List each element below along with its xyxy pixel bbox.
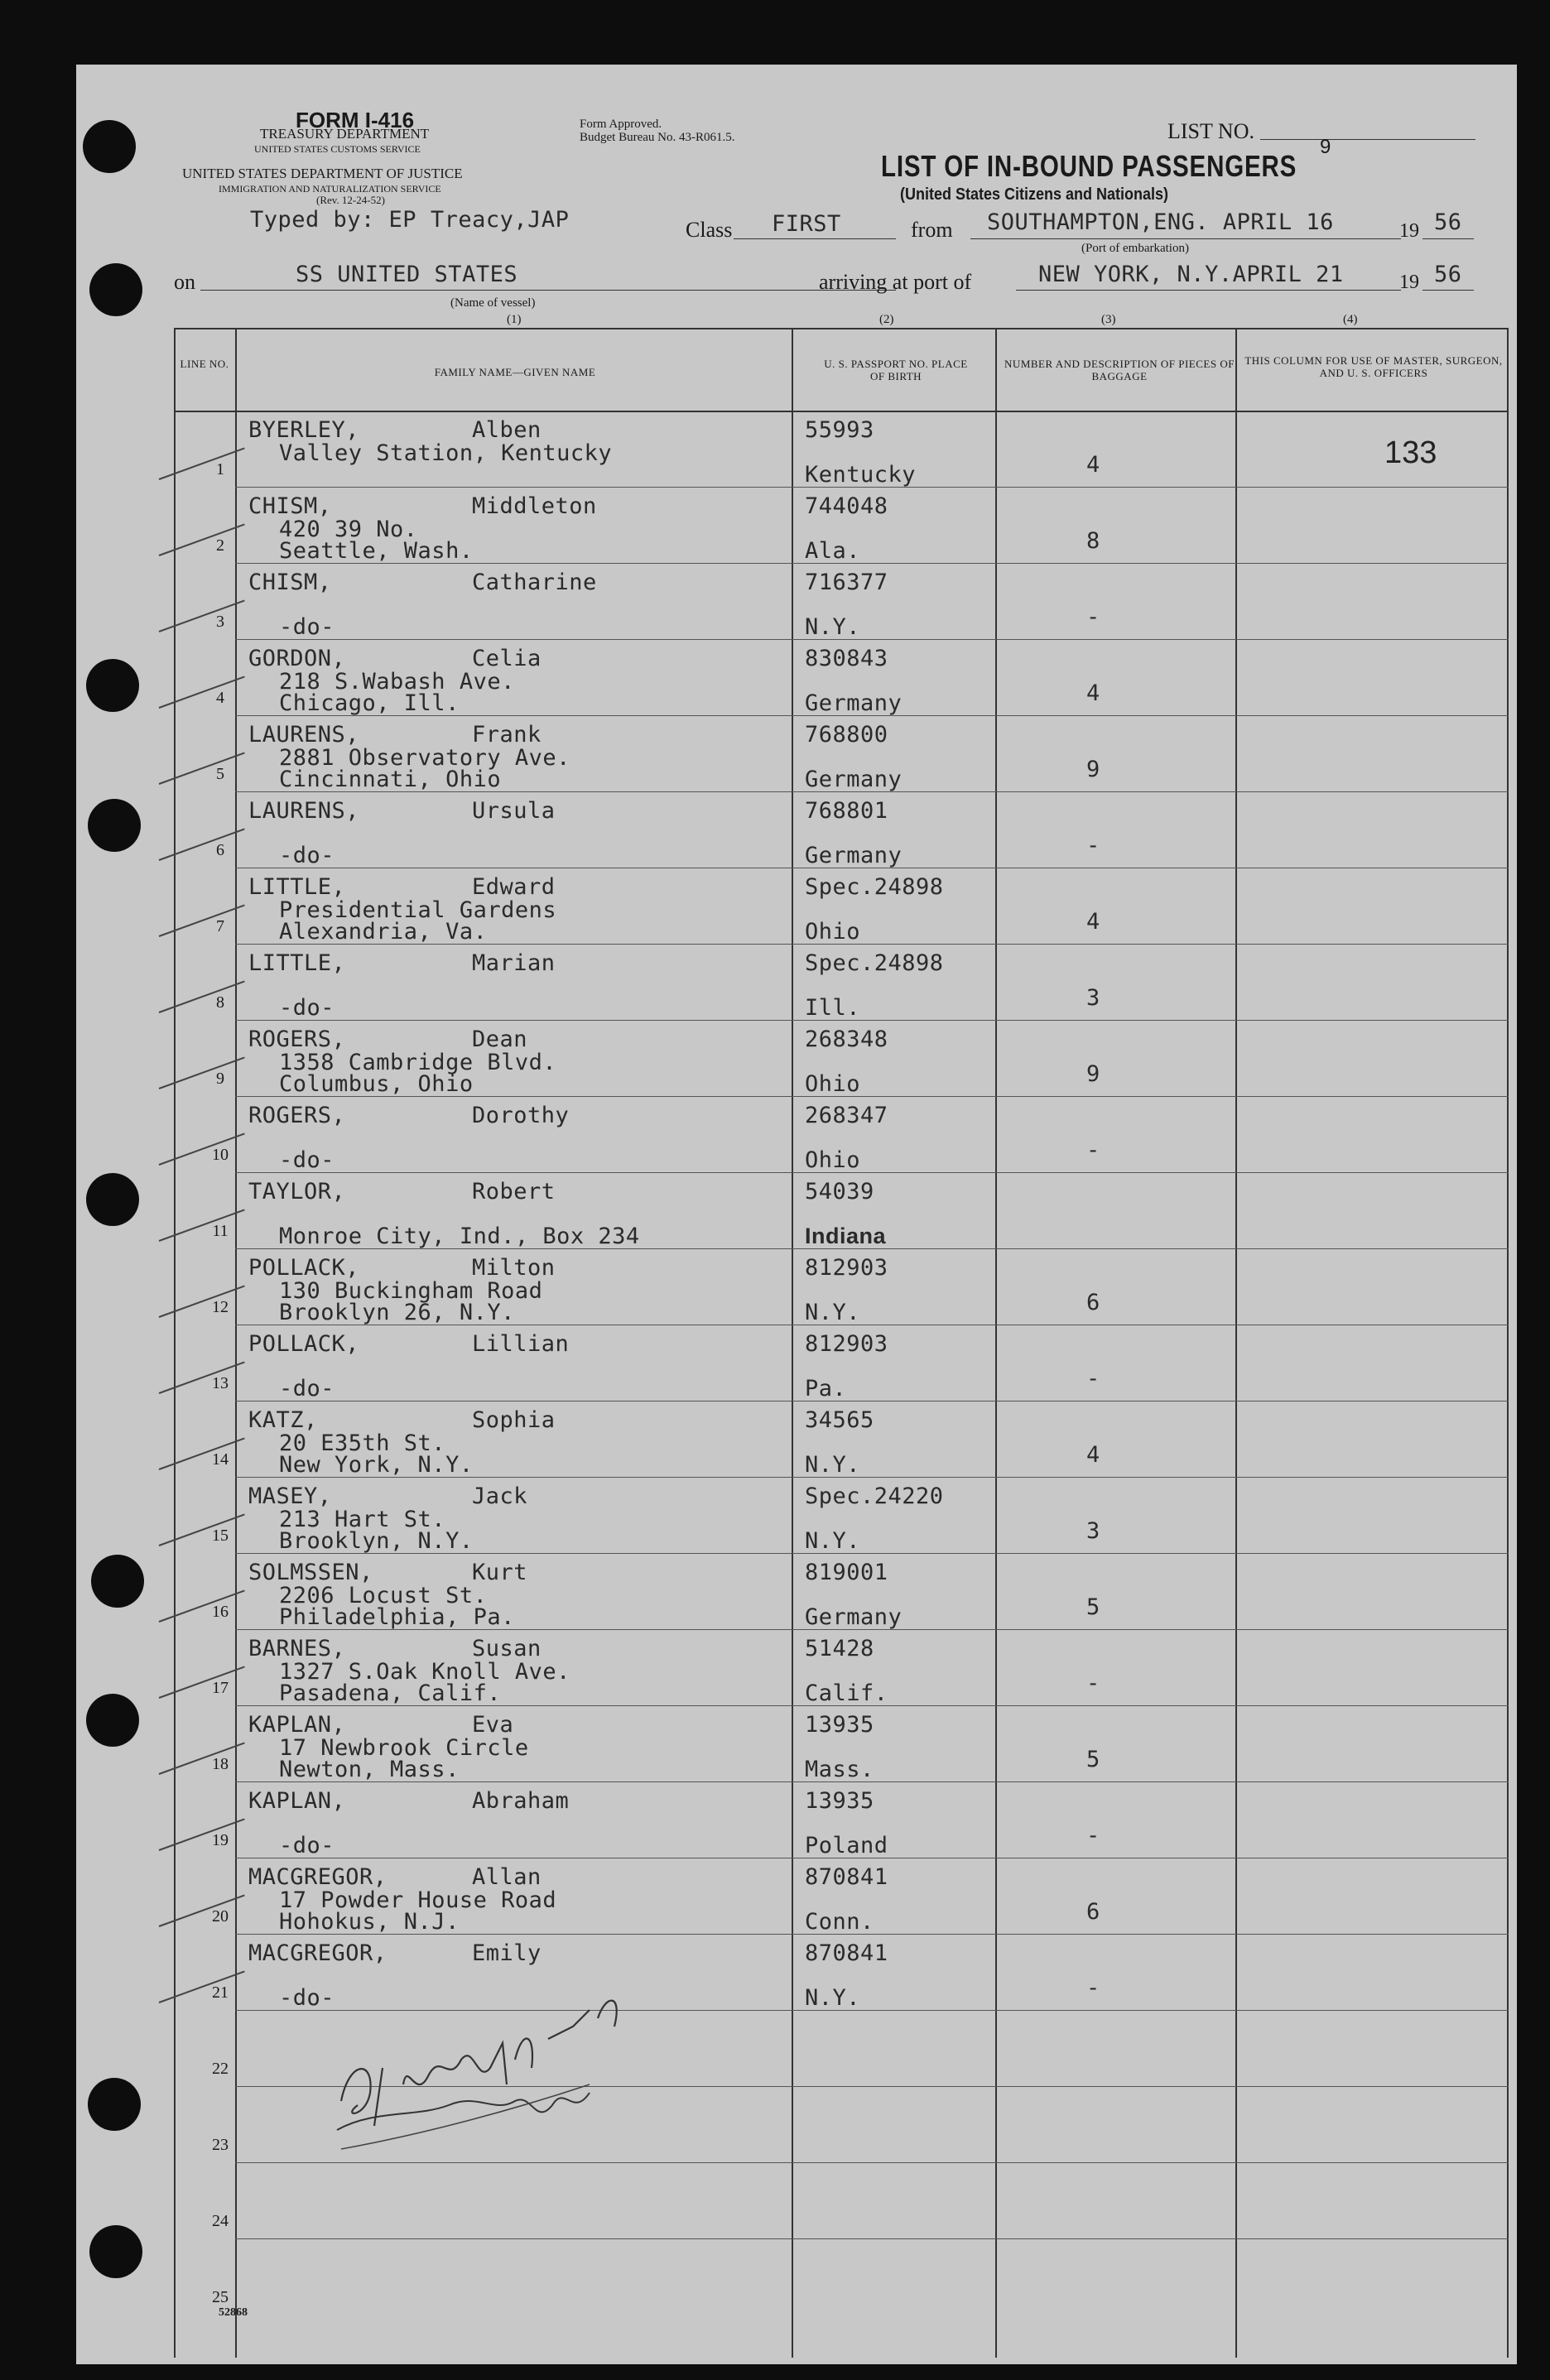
from-year-line (1422, 238, 1474, 239)
list-title: LIST OF IN-BOUND PASSENGERS (881, 149, 1297, 183)
ins-service: IMMIGRATION AND NATURALIZATION SERVICE (219, 183, 441, 195)
address-line-2: Pasadena, Calif. (279, 1680, 502, 1706)
passport-number: 812903 (805, 1255, 888, 1281)
passport-number: 870841 (805, 1864, 888, 1890)
baggage-count: - (1086, 1137, 1100, 1163)
address-line-1: 1358 Cambridge Blvd. (279, 1050, 557, 1075)
address-line-1: 420 39 No. (279, 517, 418, 542)
table-row (76, 1096, 1517, 1172)
table-row (76, 1858, 1517, 1934)
from-value: SOUTHAMPTON,ENG. APRIL 16 (987, 209, 1334, 235)
passport-number: 268348 (805, 1027, 888, 1052)
from-line (970, 238, 1401, 239)
table-row (76, 1629, 1517, 1705)
given-name: Dorothy (472, 1103, 570, 1128)
form-approved: Form Approved. (580, 118, 662, 131)
table-row (76, 1477, 1517, 1553)
form-number: FORM I-416 (296, 108, 415, 132)
punch-hole (83, 120, 136, 173)
line-number: 6 (216, 841, 224, 859)
address-line-1: 130 Buckingham Road (279, 1278, 543, 1304)
line-number: 8 (216, 993, 224, 1012)
header-line-no: LINE NO. (180, 358, 229, 370)
from-year: 56 (1434, 209, 1462, 235)
place-of-birth: N.Y. (805, 1985, 861, 2011)
row-rule (235, 2238, 1509, 2239)
place-of-birth: N.Y. (805, 1528, 861, 1554)
line-number: 2 (216, 536, 224, 555)
list-subtitle: (United States Citizens and Nationals) (900, 185, 1169, 204)
class-label: Class (686, 218, 733, 242)
from-label: from (911, 218, 953, 242)
table-row (76, 1934, 1517, 2010)
header-name: FAMILY NAME—GIVEN NAME (434, 366, 596, 378)
family-name: SOLMSSEN, (248, 1560, 373, 1585)
address-line-1: 17 Newbrook Circle (279, 1735, 529, 1761)
address-line-2: Hohokus, N.J. (279, 1909, 460, 1935)
passport-number: 768801 (805, 798, 888, 824)
baggage-count: 3 (1086, 985, 1100, 1011)
passport-number: 13935 (805, 1788, 874, 1814)
address-line-2: Alexandria, Va. (279, 919, 488, 945)
place-of-birth: N.Y. (805, 614, 861, 640)
family-name: CHISM, (248, 493, 332, 519)
inspector-signature (325, 1960, 705, 2151)
passport-number: 870841 (805, 1940, 888, 1966)
table-row (76, 944, 1517, 1020)
address-line-1: 1327 S.Oak Knoll Ave. (279, 1659, 570, 1685)
line-number: 1 (216, 460, 224, 478)
col1-number: (1) (507, 313, 522, 326)
place-of-birth: Germany (805, 843, 903, 868)
line-number: 18 (212, 1755, 229, 1773)
arrival-year-prefix: 19 (1399, 272, 1419, 293)
table-row (76, 1020, 1517, 1096)
family-name: GORDON, (248, 646, 346, 671)
line-number: 4 (216, 689, 224, 707)
justice-dept: UNITED STATES DEPARTMENT OF JUSTICE (182, 166, 463, 181)
line-number: 17 (212, 1679, 229, 1697)
revision: (Rev. 12-24-52) (316, 194, 385, 206)
baggage-count: 4 (1086, 680, 1100, 706)
punch-hole (86, 1173, 139, 1226)
punch-hole (89, 2225, 142, 2278)
address-line-2: Chicago, Ill. (279, 690, 460, 716)
baggage-count: - (1086, 1671, 1100, 1696)
family-name: MACGREGOR, (248, 1864, 388, 1890)
port-embark-label: (Port of embarkation) (1081, 242, 1189, 255)
baggage-count: 8 (1086, 528, 1100, 554)
family-name: LAURENS, (248, 798, 360, 824)
table-row (76, 791, 1517, 868)
table-row (76, 715, 1517, 791)
baggage-count: 9 (1086, 757, 1100, 782)
baggage-count: 4 (1086, 452, 1100, 478)
address-line-2: -do- (279, 1833, 335, 1858)
family-name: ROGERS, (248, 1027, 346, 1052)
table-row (76, 1248, 1517, 1325)
family-name: KAPLAN, (248, 1712, 346, 1738)
passport-number: 55993 (805, 417, 874, 443)
vessel-line (200, 290, 896, 291)
place-of-birth: Ohio (805, 919, 861, 945)
given-name: Frank (472, 722, 542, 748)
family-name: LITTLE, (248, 874, 346, 900)
address-line-2: -do- (279, 1376, 335, 1402)
family-name: LITTLE, (248, 950, 346, 976)
place-of-birth: Mass. (805, 1757, 874, 1782)
given-name: Abraham (472, 1788, 570, 1814)
family-name: POLLACK, (248, 1331, 360, 1357)
class-value: FIRST (772, 211, 841, 237)
place-of-birth: N.Y. (805, 1300, 861, 1325)
place-of-birth: Calif. (805, 1680, 888, 1706)
address-line-2: Cincinnati, Ohio (279, 767, 502, 792)
line-number: 20 (212, 1907, 229, 1926)
place-of-birth: Germany (805, 767, 903, 792)
class-line (734, 238, 896, 239)
col2-number: (2) (879, 313, 894, 326)
address-line-2: Monroe City, Ind., Box 234 (279, 1224, 640, 1249)
baggage-count: - (1086, 604, 1100, 630)
given-name: Celia (472, 646, 542, 671)
given-name: Susan (472, 1636, 542, 1661)
table-row (76, 1325, 1517, 1401)
address-line-2: Newton, Mass. (279, 1757, 460, 1782)
line-number: 16 (212, 1603, 229, 1621)
family-name: MACGREGOR, (248, 1940, 388, 1966)
address-line-2: Seattle, Wash. (279, 538, 474, 564)
place-of-birth: N.Y. (805, 1452, 861, 1478)
treasury-dept: TREASURY DEPARTMENT (260, 126, 430, 142)
line-number: 24 (212, 2212, 229, 2230)
baggage-count: 4 (1086, 1442, 1100, 1468)
address-line-2: -do- (279, 843, 335, 868)
budget-bureau: Budget Bureau No. 43-R061.5. (580, 131, 735, 144)
passport-number: 268347 (805, 1103, 888, 1128)
punch-hole (88, 799, 141, 852)
family-name: BARNES, (248, 1636, 346, 1661)
officer-note: 133 (1384, 435, 1437, 470)
passport-number: 13935 (805, 1712, 874, 1738)
passport-number: 768800 (805, 722, 888, 748)
given-name: Jack (472, 1483, 528, 1509)
baggage-count: 9 (1086, 1061, 1100, 1087)
place-of-birth: Ohio (805, 1147, 861, 1173)
family-name: MASEY, (248, 1483, 332, 1509)
baggage-count: 5 (1086, 1747, 1100, 1772)
place-of-birth: Poland (805, 1833, 888, 1858)
manifest-sheet (76, 65, 1517, 2364)
family-name: LAURENS, (248, 722, 360, 748)
given-name: Edward (472, 874, 556, 900)
address-line-1: Presidential Gardens (279, 897, 557, 923)
place-of-birth: Pa. (805, 1376, 847, 1402)
arrival-line (1016, 290, 1401, 291)
line-number: 7 (216, 917, 224, 935)
line-number: 13 (212, 1374, 229, 1392)
baggage-count: - (1086, 1823, 1100, 1849)
given-name: Dean (472, 1027, 528, 1052)
passport-number: 812903 (805, 1331, 888, 1357)
address-line-2: -do- (279, 995, 335, 1021)
family-name: BYERLEY, (248, 417, 360, 443)
passport-number: 716377 (805, 570, 888, 595)
baggage-count: 5 (1086, 1594, 1100, 1620)
baggage-count: 6 (1086, 1899, 1100, 1925)
passport-number: Spec.24220 (805, 1483, 944, 1509)
line-number: 3 (216, 613, 224, 631)
col4-number: (4) (1343, 313, 1358, 326)
address-line-1: 2206 Locust St. (279, 1583, 488, 1608)
address-line-2: -do- (279, 1985, 335, 2011)
passport-number: 54039 (805, 1179, 874, 1204)
line-number: 25 (212, 2288, 229, 2306)
family-name: KAPLAN, (248, 1788, 346, 1814)
place-of-birth: Ala. (805, 538, 861, 564)
given-name: Lillian (472, 1331, 570, 1357)
address-line-1: 218 S.Wabash Ave. (279, 669, 515, 695)
address-line-1: 213 Hart St. (279, 1507, 446, 1532)
table-row (76, 563, 1517, 639)
footer-code: 52868 (219, 2306, 248, 2319)
arrival-year: 56 (1434, 262, 1462, 287)
passport-number: 830843 (805, 646, 888, 671)
given-name: Sophia (472, 1407, 556, 1433)
address-line-2: Philadelphia, Pa. (279, 1604, 515, 1630)
given-name: Kurt (472, 1560, 528, 1585)
list-no-line (1260, 139, 1475, 140)
address-line-2: New York, N.Y. (279, 1452, 474, 1478)
line-number: 9 (216, 1070, 224, 1088)
given-name: Ursula (472, 798, 556, 824)
place-of-birth: Indiana (805, 1224, 887, 1248)
place-of-birth: Kentucky (805, 462, 917, 488)
line-number: 10 (212, 1146, 229, 1164)
place-of-birth: Ill. (805, 995, 861, 1021)
address-line-2: Brooklyn, N.Y. (279, 1528, 474, 1554)
table-row (76, 1401, 1517, 1477)
table-row (76, 1705, 1517, 1781)
header-officers: THIS COLUMN FOR USE OF MASTER, SURGEON, AND U. S. OFFICERS (1244, 354, 1503, 379)
family-name: CHISM, (248, 570, 332, 595)
address-line-1: 20 E35th St. (279, 1430, 446, 1456)
passport-number: 819001 (805, 1560, 888, 1585)
punch-hole (86, 659, 139, 712)
table-row (76, 411, 1517, 487)
baggage-count: 3 (1086, 1518, 1100, 1544)
line-number: 14 (212, 1450, 229, 1469)
given-name: Catharine (472, 570, 597, 595)
row-rule (235, 2162, 1509, 2163)
table-row (76, 868, 1517, 944)
list-no-value: 9 (1320, 136, 1331, 158)
address-line-2: -do- (279, 614, 335, 640)
line-number: 22 (212, 2060, 229, 2078)
passport-number: Spec.24898 (805, 950, 944, 976)
given-name: Eva (472, 1712, 514, 1738)
given-name: Middleton (472, 493, 597, 519)
family-name: ROGERS, (248, 1103, 346, 1128)
family-name: POLLACK, (248, 1255, 360, 1281)
family-name: KATZ, (248, 1407, 318, 1433)
address-line-1: 2881 Observatory Ave. (279, 745, 570, 771)
arrival-year-line (1422, 290, 1474, 291)
address-line-1: 17 Powder House Road (279, 1887, 557, 1913)
table-row (76, 1172, 1517, 1248)
address-line-2: -do- (279, 1147, 335, 1173)
line-number: 21 (212, 1983, 229, 2002)
place-of-birth: Germany (805, 1604, 903, 1630)
baggage-count: 4 (1086, 909, 1100, 935)
table-row (76, 487, 1517, 563)
table-row (76, 639, 1517, 715)
table-row (76, 1553, 1517, 1629)
given-name: Allan (472, 1864, 542, 1890)
on-label: on (174, 270, 195, 294)
customs-service: UNITED STATES CUSTOMS SERVICE (254, 143, 421, 155)
address-line-2: Brooklyn 26, N.Y. (279, 1300, 515, 1325)
line-number: 19 (212, 1831, 229, 1849)
baggage-count: - (1086, 1975, 1100, 2001)
place-of-birth: Conn. (805, 1909, 874, 1935)
table-row (76, 1781, 1517, 1858)
address-line-2: Columbus, Ohio (279, 1071, 474, 1097)
line-number: 23 (212, 2136, 229, 2154)
typed-by: Typed by: EP Treacy,JAP (250, 207, 570, 233)
baggage-count: 6 (1086, 1290, 1100, 1315)
line-number: 15 (212, 1527, 229, 1545)
passport-number: 34565 (805, 1407, 874, 1433)
from-year-prefix: 19 (1399, 220, 1419, 242)
arriving-label: arriving at port of (819, 270, 972, 294)
arrival-value: NEW YORK, N.Y.APRIL 21 (1038, 262, 1344, 287)
given-name: Marian (472, 950, 556, 976)
family-name: TAYLOR, (248, 1179, 346, 1204)
punch-hole (91, 1555, 144, 1608)
punch-hole (88, 2078, 141, 2131)
line-number: 12 (212, 1298, 229, 1316)
header-passport: U. S. PASSPORT NO. PLACE OF BIRTH (824, 358, 968, 382)
line-number: 11 (212, 1222, 229, 1240)
address-line-1: Valley Station, Kentucky (279, 440, 613, 466)
header-baggage: NUMBER AND DESCRIPTION OF PIECES OF BAGGAGE (1004, 358, 1235, 382)
baggage-count: - (1086, 1366, 1100, 1392)
given-name: Emily (472, 1940, 542, 1966)
punch-hole (89, 263, 142, 316)
place-of-birth: Germany (805, 690, 903, 716)
passport-number: 744048 (805, 493, 888, 519)
passport-number: Spec.24898 (805, 874, 944, 900)
vessel-name: SS UNITED STATES (296, 262, 518, 287)
baggage-count: - (1086, 833, 1100, 858)
given-name: Alben (472, 417, 542, 443)
list-no-label: LIST NO. (1167, 119, 1254, 143)
line-number: 5 (216, 765, 224, 783)
col3-number: (3) (1101, 313, 1116, 326)
punch-hole (86, 1694, 139, 1747)
given-name: Milton (472, 1255, 556, 1281)
vessel-label: (Name of vessel) (450, 296, 536, 310)
place-of-birth: Ohio (805, 1071, 861, 1097)
passport-number: 51428 (805, 1636, 874, 1661)
given-name: Robert (472, 1179, 556, 1204)
